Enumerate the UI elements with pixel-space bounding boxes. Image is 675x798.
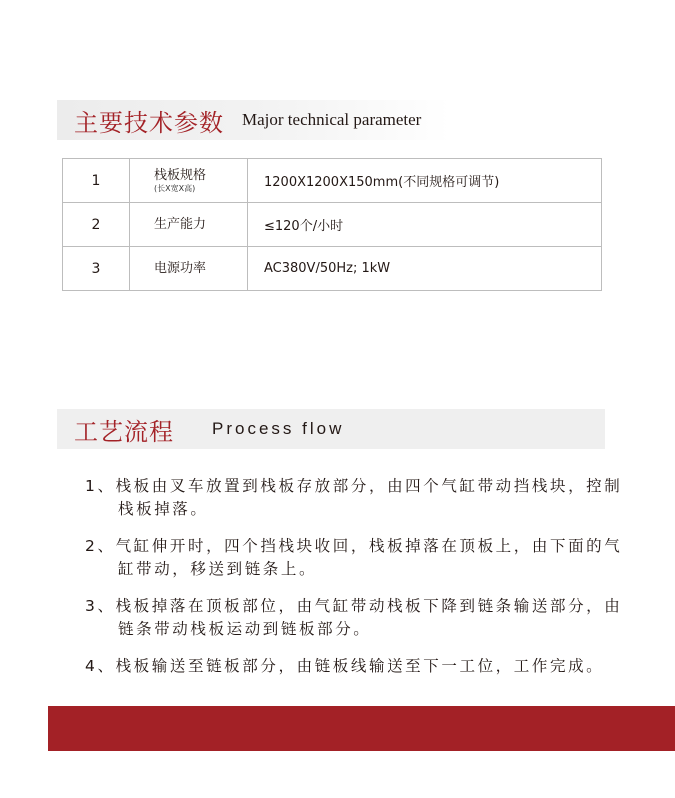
footer-accent-bar: [48, 706, 675, 751]
process-step: [85, 475, 625, 521]
row-number: 3: [63, 247, 130, 291]
param-name-cell: [130, 247, 248, 291]
step-number: 3、: [85, 597, 116, 615]
process-title-cn: 工艺流程: [74, 417, 174, 446]
param-name-cell: [130, 203, 248, 247]
process-title-en: Process flow: [212, 419, 345, 438]
process-step: [85, 595, 625, 641]
params-title-cn: 主要技术参数: [74, 108, 224, 137]
params-title-en: Major technical parameter: [242, 110, 422, 129]
param-name: 生产能力: [154, 217, 207, 232]
table-row: [63, 247, 602, 291]
param-value: AC380V/50Hz; 1kW: [248, 247, 602, 291]
param-name: 栈板规格: [154, 167, 207, 183]
step-number: 4、: [85, 657, 116, 675]
step-text: 栈板输送至链板部分，由链板线输送至下一工位，工作完成。: [115, 657, 605, 675]
row-number: 1: [63, 159, 130, 203]
step-number: 1、: [85, 477, 116, 495]
table-row: [63, 159, 602, 203]
process-steps-list: [85, 475, 625, 692]
step-number: 2、: [85, 537, 116, 555]
param-name-cell: [130, 159, 248, 203]
param-name: 电源功率: [154, 261, 207, 276]
param-name-sub: (长X宽X高): [154, 183, 196, 193]
process-step: [85, 655, 625, 678]
param-value: 1200X1200X150mm(不同规格可调节): [248, 159, 602, 203]
step-text: 气缸伸开时，四个挡栈块收回，栈板掉落在顶板上，由下面的气缸带动，移送到链条上。: [115, 537, 623, 578]
step-text: 栈板掉落在顶板部位，由气缸带动栈板下降到链条输送部分，由链条带动栈板运动到链板部分。: [115, 597, 623, 638]
params-table: [62, 158, 602, 291]
process-step: [85, 535, 625, 581]
row-number: 2: [63, 203, 130, 247]
params-section-header: [57, 100, 450, 140]
param-value: ≤120个/小时: [248, 203, 602, 247]
process-section-header: [57, 409, 605, 449]
step-text: 栈板由叉车放置到栈板存放部分，由四个气缸带动挡栈块，控制栈板掉落。: [115, 477, 623, 518]
table-row: [63, 203, 602, 247]
